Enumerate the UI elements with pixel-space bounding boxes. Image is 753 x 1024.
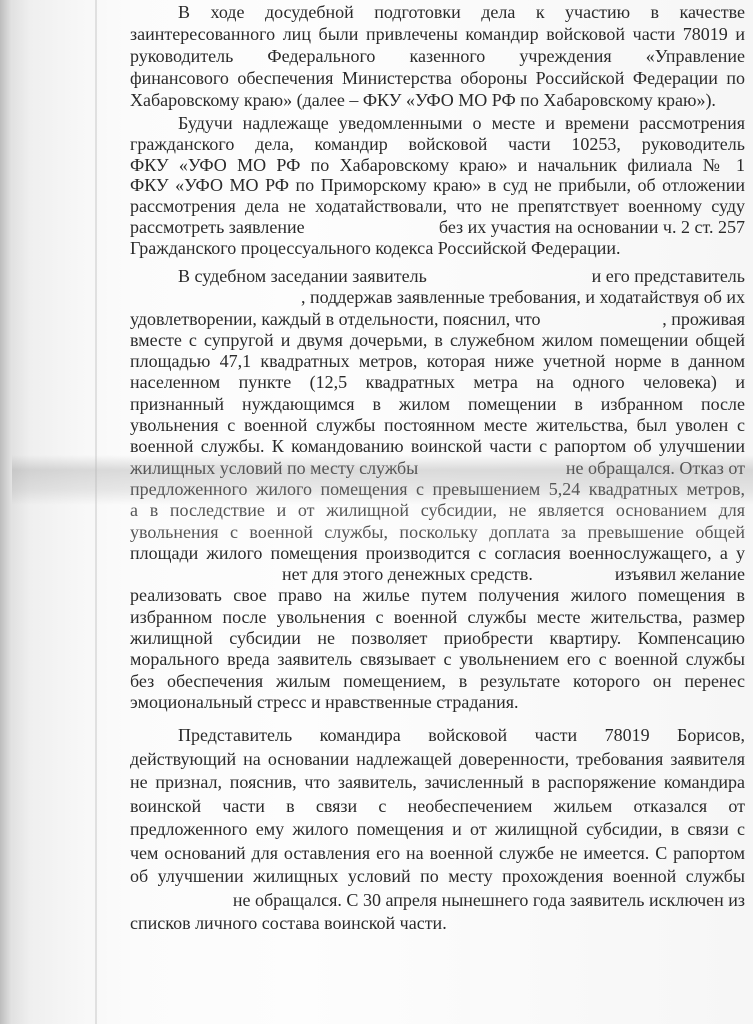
text-line: жилищной субсидии не позволяет приобрести квартиру. Компенсацию [130, 628, 745, 649]
text-line: увольнения с военной службы, поскольку доплата за превышение общей [130, 521, 745, 542]
text-line: рассмотрения дела не ходатайствовали, что не препятствует военному суду [130, 196, 745, 217]
text-segment: нет для этого денежных средств. [282, 564, 533, 585]
text-segment: не обращался. С 30 апреля нынешнего года заявитель исключен из [232, 889, 745, 910]
paragraph-applicant-position [130, 266, 745, 713]
text-line: реализовать свое право на жилье путем получения жилого помещения в [130, 585, 745, 606]
text-line: вместе с супругой и двумя дочерьми, в служебном жилом помещении общей [130, 329, 745, 350]
text-line: военной службы. К командованию воинской части с рапортом об улучшении [130, 436, 745, 457]
text-line: действующий на основании надлежащей доверенности, требования заявителя [130, 748, 745, 769]
text-segment: , поддержав заявленные требования, и ходатайствуя об их [300, 287, 745, 308]
text-line: эмоциональный стресс и нравственные страдания. [130, 691, 519, 712]
redacted-name [130, 564, 200, 585]
paper-fold-shadow [0, 0, 12, 1024]
text-line: морального вреда заявитель связывает с увольнением его с военной службы [130, 649, 745, 670]
paragraph-absent-parties [130, 113, 745, 259]
text-line: площади жилого помещения производится с согласия военнослужащего, а у [130, 542, 745, 563]
text-line: гражданского дела, командир войсковой части 10253, руководитель [130, 133, 745, 154]
text-line [130, 287, 745, 308]
text-line: об улучшении жилищных условий по месту прохождения военной службы [130, 866, 745, 886]
paragraph-pretrial-preparation [130, 1, 745, 111]
text-line: Будучи надлежаще уведомленными о месте и времени рассмотрения [178, 113, 745, 133]
text-line: руководитель Федерального казенного учреждения «Управление [130, 46, 745, 66]
text-line: финансового обеспечения Министерства обороны Российской Федерации по [130, 68, 745, 88]
text-line: Гражданского процессуального кодекса Российской Федерации. [130, 237, 621, 258]
text-line [130, 266, 745, 287]
text-line: воинской части в связи с необеспечением жильем отказался от [130, 795, 745, 816]
text-line: без обеспечения жилым помещением, в результате которого он перенес [130, 670, 745, 691]
text-segment: удовлетворении, каждый в отдельности, пояснил, что [130, 308, 541, 329]
text-segment: жилищных условий по месту службы [130, 457, 419, 478]
text-line [130, 564, 745, 585]
text-segment: и его представитель [591, 266, 745, 286]
text-line: не признал, пояснив, что заявитель, зачисленный в распоряжение командира [130, 772, 745, 792]
redacted-name [130, 287, 200, 308]
text-line: Хабаровскому краю» (далее – ФКУ «УФО МО РФ по Хабаровскому краю»). [130, 90, 716, 110]
text-line: списков личного состава воинской части. [130, 913, 447, 933]
text-line: избранном после увольнения с военной службы месте жительства, размер [130, 606, 745, 627]
text-line: увольнения с военной службы постоянном месте жительства, был уволен с [130, 415, 745, 436]
text-line: предложенного ему жилого помещения и от жилищной субсидии, в связи с [130, 819, 745, 839]
text-line [130, 309, 745, 330]
text-line: населенном пункте (12,5 квадратных метра на одного человека) и [130, 372, 745, 393]
paragraph-representative-position [130, 724, 745, 936]
text-line [130, 458, 745, 479]
text-segment: В судебном заседании заявитель [178, 266, 427, 286]
text-line: признанный нуждающимся в жилом помещении в избранном после [130, 393, 745, 414]
text-line: ФКУ «УФО МО РФ по Хабаровскому краю» и начальник филиала № 1 [130, 154, 745, 175]
text-line [130, 217, 745, 238]
paper-crease [95, 0, 97, 1024]
text-segment: , проживая [662, 308, 745, 329]
text-segment: изъявил желание [614, 564, 745, 585]
redacted-name [130, 889, 200, 913]
text-line: а в последствие и от жилищной субсидии, не является основанием для [130, 500, 745, 521]
text-line: ФКУ «УФО МО РФ по Приморскому краю» в суд не прибыли, об отложении [130, 175, 745, 196]
text-segment: без их участия на основании ч. 2 ст. 257 [438, 216, 745, 237]
text-line: площадью 47,1 квадратных метров, которая ниже учетной норме в данном [130, 351, 745, 372]
text-line: заинтересованного лиц были привлечены командир войсковой части 78019 и [130, 24, 745, 44]
text-line: Представитель командира войсковой части 78019 Борисов, [178, 725, 745, 745]
text-line: В ходе досудебной подготовки дела к участию в качестве [178, 2, 745, 22]
text-line: чем оснований для оставления его на военной службе не имеется. С рапортом [130, 842, 745, 863]
text-segment: рассмотреть заявление [130, 216, 305, 237]
text-line [130, 889, 745, 913]
text-segment: не обращался. Отказ от [565, 457, 745, 478]
text-line: предложенного жилого помещения с превышением 5,24 квадратных метров, [130, 478, 745, 499]
